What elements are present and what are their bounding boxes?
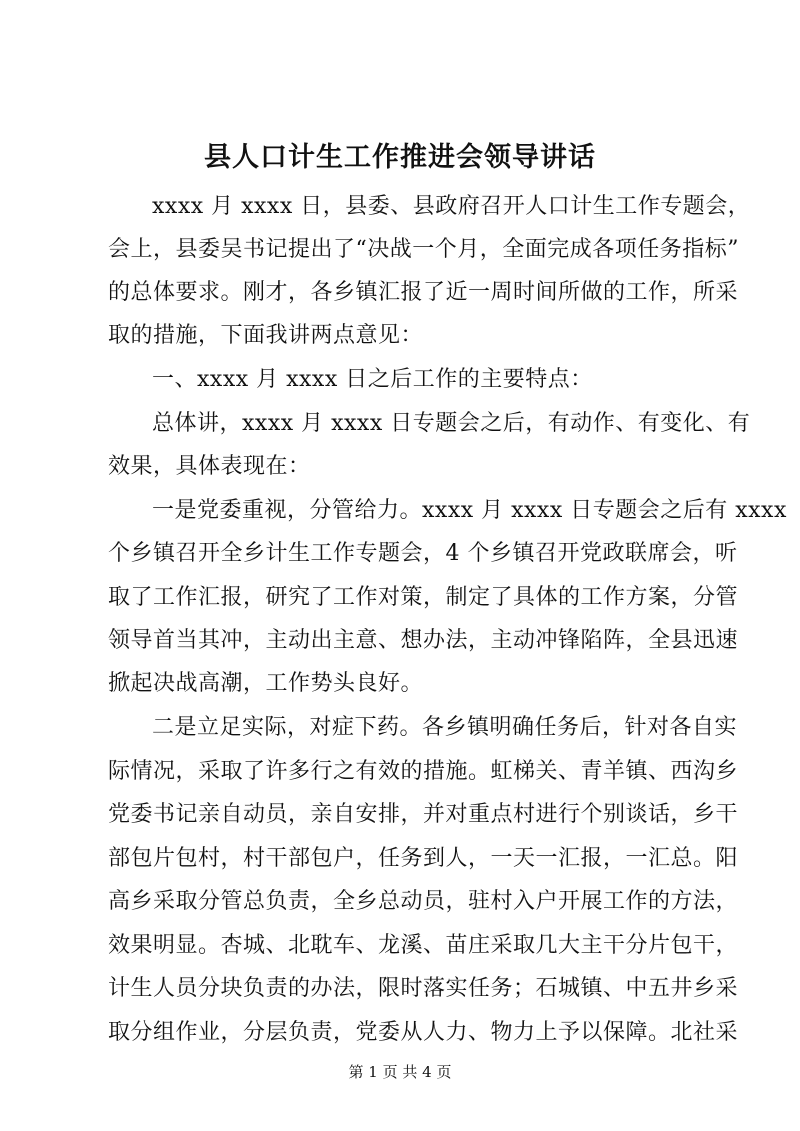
section-heading: 一、xxxx 月 xxxx 日之后工作的主要特点： — [152, 367, 593, 392]
paragraph-line: 取了工作汇报，研究了工作对策，制定了具体的工作方案，分管 — [108, 585, 739, 610]
paragraph-line: 部包片包村，村干部包户，任务到人，一天一汇报，一汇总。阳 — [108, 846, 739, 871]
paragraph-line: 总体讲，xxxx 月 xxxx 日专题会之后，有动作、有变化、有 — [152, 411, 751, 436]
paragraph-line: 效果，具体表现在： — [108, 454, 311, 479]
paragraph-line: 二是立足实际，对症下药。各乡镇明确任务后，针对各自实 — [152, 715, 738, 740]
paragraph-line: 会上，县委吴书记提出了“决战一个月，全面完成各项任务指标” — [108, 237, 739, 262]
paragraph-line: 际情况，采取了许多行之有效的措施。虹梯关、青羊镇、西沟乡 — [108, 759, 739, 784]
paragraph-line: 领导首当其冲，主动出主意、想办法，主动冲锋陷阵，全县迅速 — [108, 628, 739, 653]
paragraph-line: 高乡采取分管总负责，全乡总动员，驻村入户开展工作的方法， — [108, 889, 739, 914]
paragraph-line: 党委书记亲自动员，亲自安排，并对重点村进行个别谈话，乡干 — [108, 802, 739, 827]
paragraph-line: 取分组作业，分层负责，党委从人力、物力上予以保障。北社采 — [108, 1020, 739, 1045]
paragraph-line: 取的措施，下面我讲两点意见： — [108, 323, 424, 348]
paragraph-line: 的总体要求。刚才，各乡镇汇报了近一周时间所做的工作，所采 — [108, 280, 739, 305]
paragraph-line: 掀起决战高潮，工作势头良好。 — [108, 671, 424, 696]
page-title: 县人口计生工作推进会领导讲话 — [204, 142, 596, 173]
paragraph-line: xxxx 月 xxxx 日，县委、县政府召开人口计生工作专题会， — [152, 194, 751, 219]
paragraph-line: 效果明显。杏城、北耽车、龙溪、苗庄采取几大主干分片包干， — [108, 933, 739, 958]
paragraph-line: 一是党委重视，分管给力。xxxx 月 xxxx 日专题会之后有 xxxx — [152, 498, 787, 523]
paragraph-line: 个乡镇召开全乡计生工作专题会，4 个乡镇召开党政联席会，听 — [108, 541, 738, 566]
paragraph-line: 计生人员分块负责的办法，限时落实任务；石城镇、中五井乡采 — [108, 976, 739, 1001]
page-number-footer: 第 1 页 共 4 页 — [348, 1063, 452, 1081]
